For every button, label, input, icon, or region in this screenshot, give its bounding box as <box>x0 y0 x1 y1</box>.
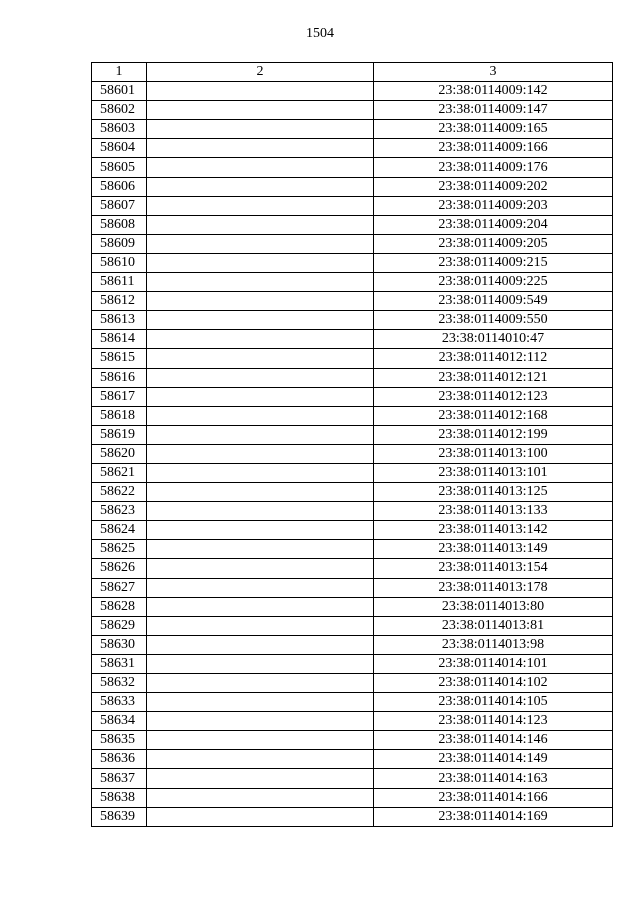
table-body <box>92 82 613 827</box>
table-row <box>92 769 613 788</box>
cadastral-number-cell: 23:38:0114014:123 <box>374 712 613 731</box>
table-row <box>92 215 613 234</box>
row-number-cell: 58617 <box>92 387 147 406</box>
table-row <box>92 521 613 540</box>
cadastral-number-cell: 23:38:0114009:142 <box>374 82 613 101</box>
empty-cell <box>147 273 374 292</box>
table-row <box>92 578 613 597</box>
cadastral-number-cell: 23:38:0114009:202 <box>374 177 613 196</box>
row-number-cell: 58632 <box>92 674 147 693</box>
row-number-cell: 58612 <box>92 292 147 311</box>
row-number-cell: 58615 <box>92 349 147 368</box>
cadastral-number-cell: 23:38:0114014:102 <box>374 674 613 693</box>
cadastral-number-cell: 23:38:0114014:169 <box>374 807 613 826</box>
column-header-2: 2 <box>147 63 374 82</box>
empty-cell <box>147 387 374 406</box>
table-row <box>92 120 613 139</box>
empty-cell <box>147 368 374 387</box>
row-number-cell: 58619 <box>92 425 147 444</box>
row-number-cell: 58627 <box>92 578 147 597</box>
row-number-cell: 58605 <box>92 158 147 177</box>
row-number-cell: 58633 <box>92 693 147 712</box>
cadastral-number-cell: 23:38:0114012:112 <box>374 349 613 368</box>
empty-cell <box>147 674 374 693</box>
row-number-cell: 58629 <box>92 616 147 635</box>
row-number-cell: 58601 <box>92 82 147 101</box>
table-row <box>92 406 613 425</box>
table-row <box>92 788 613 807</box>
cadastral-number-cell: 23:38:0114014:146 <box>374 731 613 750</box>
row-number-cell: 58607 <box>92 196 147 215</box>
table-row <box>92 807 613 826</box>
empty-cell <box>147 597 374 616</box>
empty-cell <box>147 177 374 196</box>
empty-cell <box>147 463 374 482</box>
empty-cell <box>147 635 374 654</box>
page-number: 1504 <box>306 26 334 41</box>
table-header <box>92 63 613 82</box>
cadastral-number-cell: 23:38:0114012:123 <box>374 387 613 406</box>
empty-cell <box>147 349 374 368</box>
cadastral-number-cell: 23:38:0114009:225 <box>374 273 613 292</box>
table-row <box>92 330 613 349</box>
cadastral-number-cell: 23:38:0114013:81 <box>374 616 613 635</box>
table-row <box>92 483 613 502</box>
cadastral-number-cell: 23:38:0114009:176 <box>374 158 613 177</box>
row-number-cell: 58606 <box>92 177 147 196</box>
cadastral-number-cell: 23:38:0114009:203 <box>374 196 613 215</box>
empty-cell <box>147 444 374 463</box>
cadastral-number-cell: 23:38:0114013:149 <box>374 540 613 559</box>
row-number-cell: 58625 <box>92 540 147 559</box>
row-number-cell: 58603 <box>92 120 147 139</box>
table-row <box>92 234 613 253</box>
column-header-1: 1 <box>92 63 147 82</box>
row-number-cell: 58630 <box>92 635 147 654</box>
cadastral-number-cell: 23:38:0114013:142 <box>374 521 613 540</box>
empty-cell <box>147 292 374 311</box>
table-row <box>92 693 613 712</box>
empty-cell <box>147 654 374 673</box>
table-row <box>92 616 613 635</box>
cadastral-number-cell: 23:38:0114012:168 <box>374 406 613 425</box>
cadastral-number-cell: 23:38:0114014:163 <box>374 769 613 788</box>
table-row <box>92 750 613 769</box>
row-number-cell: 58623 <box>92 502 147 521</box>
cadastral-number-cell: 23:38:0114009:147 <box>374 101 613 120</box>
row-number-cell: 58639 <box>92 807 147 826</box>
empty-cell <box>147 731 374 750</box>
row-number-cell: 58616 <box>92 368 147 387</box>
row-number-cell: 58608 <box>92 215 147 234</box>
cadastral-number-cell: 23:38:0114012:199 <box>374 425 613 444</box>
header-row <box>92 63 613 82</box>
empty-cell <box>147 425 374 444</box>
row-number-cell: 58620 <box>92 444 147 463</box>
empty-cell <box>147 521 374 540</box>
cadastral-number-cell: 23:38:0114009:205 <box>374 234 613 253</box>
row-number-cell: 58631 <box>92 654 147 673</box>
registry-table <box>91 62 613 827</box>
empty-cell <box>147 311 374 330</box>
table-row <box>92 731 613 750</box>
cadastral-number-cell: 23:38:0114014:149 <box>374 750 613 769</box>
row-number-cell: 58614 <box>92 330 147 349</box>
row-number-cell: 58637 <box>92 769 147 788</box>
table-row <box>92 444 613 463</box>
row-number-cell: 58621 <box>92 463 147 482</box>
cadastral-number-cell: 23:38:0114013:133 <box>374 502 613 521</box>
cadastral-number-cell: 23:38:0114013:100 <box>374 444 613 463</box>
table-row <box>92 559 613 578</box>
row-number-cell: 58611 <box>92 273 147 292</box>
table-row <box>92 101 613 120</box>
cadastral-number-cell: 23:38:0114014:105 <box>374 693 613 712</box>
empty-cell <box>147 769 374 788</box>
cadastral-number-cell: 23:38:0114010:47 <box>374 330 613 349</box>
table-row <box>92 311 613 330</box>
table-row <box>92 253 613 272</box>
empty-cell <box>147 253 374 272</box>
row-number-cell: 58604 <box>92 139 147 158</box>
table-row <box>92 502 613 521</box>
table-row <box>92 654 613 673</box>
table-row <box>92 349 613 368</box>
row-number-cell: 58624 <box>92 521 147 540</box>
row-number-cell: 58622 <box>92 483 147 502</box>
row-number-cell: 58638 <box>92 788 147 807</box>
empty-cell <box>147 139 374 158</box>
row-number-cell: 58636 <box>92 750 147 769</box>
table-row <box>92 712 613 731</box>
empty-cell <box>147 330 374 349</box>
table-row <box>92 82 613 101</box>
empty-cell <box>147 807 374 826</box>
table-row <box>92 463 613 482</box>
cadastral-number-cell: 23:38:0114012:121 <box>374 368 613 387</box>
table-row <box>92 273 613 292</box>
row-number-cell: 58609 <box>92 234 147 253</box>
row-number-cell: 58602 <box>92 101 147 120</box>
cadastral-number-cell: 23:38:0114009:550 <box>374 311 613 330</box>
empty-cell <box>147 158 374 177</box>
cadastral-number-cell: 23:38:0114009:549 <box>374 292 613 311</box>
empty-cell <box>147 483 374 502</box>
cadastral-number-cell: 23:38:0114009:165 <box>374 120 613 139</box>
table-row <box>92 368 613 387</box>
cadastral-number-cell: 23:38:0114013:80 <box>374 597 613 616</box>
empty-cell <box>147 578 374 597</box>
empty-cell <box>147 693 374 712</box>
table-row <box>92 540 613 559</box>
empty-cell <box>147 559 374 578</box>
empty-cell <box>147 101 374 120</box>
row-number-cell: 58618 <box>92 406 147 425</box>
empty-cell <box>147 540 374 559</box>
empty-cell <box>147 616 374 635</box>
row-number-cell: 58634 <box>92 712 147 731</box>
cadastral-number-cell: 23:38:0114013:101 <box>374 463 613 482</box>
cadastral-number-cell: 23:38:0114009:215 <box>374 253 613 272</box>
table-row <box>92 196 613 215</box>
cadastral-number-cell: 23:38:0114014:166 <box>374 788 613 807</box>
table-row <box>92 597 613 616</box>
empty-cell <box>147 234 374 253</box>
table-row <box>92 674 613 693</box>
table-row <box>92 139 613 158</box>
row-number-cell: 58613 <box>92 311 147 330</box>
empty-cell <box>147 406 374 425</box>
empty-cell <box>147 82 374 101</box>
table-row <box>92 177 613 196</box>
table-row <box>92 158 613 177</box>
table-row <box>92 635 613 654</box>
empty-cell <box>147 120 374 139</box>
row-number-cell: 58610 <box>92 253 147 272</box>
cadastral-number-cell: 23:38:0114009:166 <box>374 139 613 158</box>
empty-cell <box>147 196 374 215</box>
cadastral-number-cell: 23:38:0114013:98 <box>374 635 613 654</box>
row-number-cell: 58626 <box>92 559 147 578</box>
cadastral-number-cell: 23:38:0114013:154 <box>374 559 613 578</box>
cadastral-number-cell: 23:38:0114014:101 <box>374 654 613 673</box>
table-row <box>92 425 613 444</box>
row-number-cell: 58635 <box>92 731 147 750</box>
cadastral-number-cell: 23:38:0114013:125 <box>374 483 613 502</box>
row-number-cell: 58628 <box>92 597 147 616</box>
cadastral-number-cell: 23:38:0114013:178 <box>374 578 613 597</box>
table-row <box>92 387 613 406</box>
empty-cell <box>147 215 374 234</box>
empty-cell <box>147 750 374 769</box>
empty-cell <box>147 502 374 521</box>
empty-cell <box>147 712 374 731</box>
empty-cell <box>147 788 374 807</box>
cadastral-number-cell: 23:38:0114009:204 <box>374 215 613 234</box>
column-header-3: 3 <box>374 63 613 82</box>
table-row <box>92 292 613 311</box>
